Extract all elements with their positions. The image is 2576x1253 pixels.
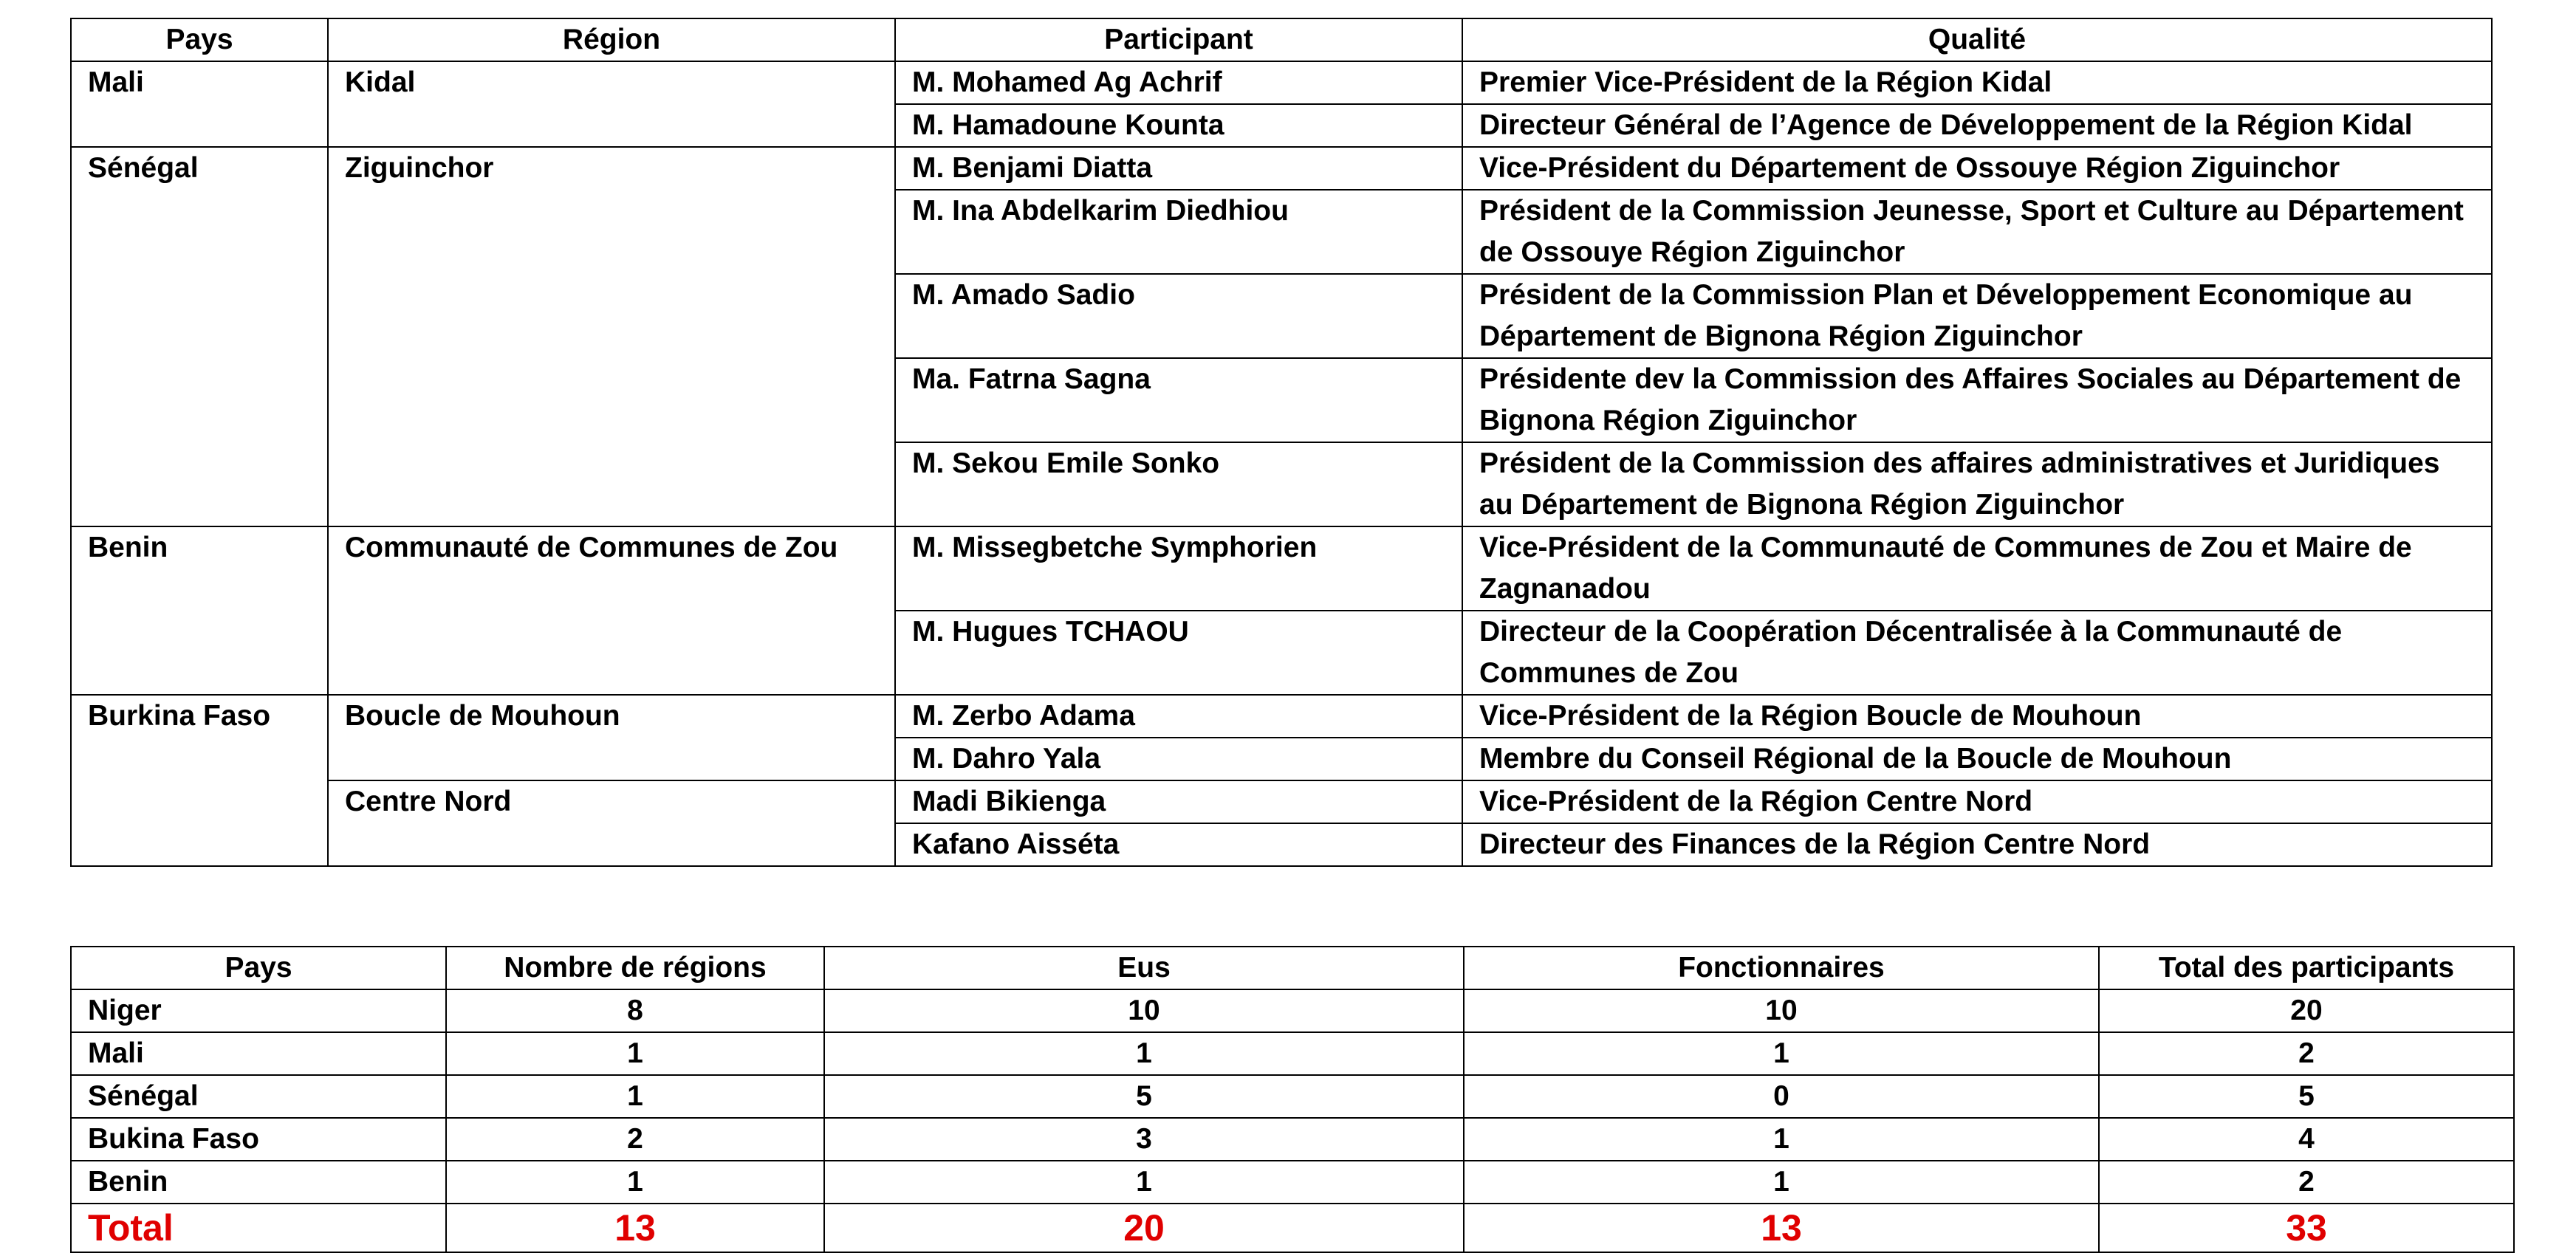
country-cell: Sénégal: [71, 147, 328, 526]
fonctionnaires-cell: 1: [1464, 1032, 2099, 1075]
participant-cell: Kafano Aisséta: [895, 823, 1462, 866]
qualite-cell: Vice-Président de la Communauté de Communes de Zou et Maire de Zagnanadou: [1462, 526, 2492, 611]
total-label: Total: [71, 1204, 446, 1252]
header-qualite: Qualité: [1462, 18, 2492, 61]
summary-table: [70, 946, 2515, 1253]
region-cell: Kidal: [328, 61, 895, 147]
fonctionnaires-cell: 0: [1464, 1075, 2099, 1118]
fonctionnaires-cell: 10: [1464, 989, 2099, 1032]
eus-cell: 5: [824, 1075, 1464, 1118]
pays-cell: Sénégal: [71, 1075, 446, 1118]
country-cell: Mali: [71, 61, 328, 147]
participant-cell: Madi Bikienga: [895, 780, 1462, 823]
table-row: [71, 989, 2514, 1032]
pays-cell: Benin: [71, 1161, 446, 1204]
pays-cell: Niger: [71, 989, 446, 1032]
regions-cell: 1: [446, 1161, 824, 1204]
fonctionnaires-cell: 1: [1464, 1118, 2099, 1161]
regions-cell: 1: [446, 1032, 824, 1075]
table-row: [71, 147, 2492, 190]
table-row: [71, 61, 2492, 104]
country-cell: Benin: [71, 526, 328, 695]
eus-cell: 1: [824, 1032, 1464, 1075]
summary-header-row: [71, 947, 2514, 989]
total-cell: 4: [2099, 1118, 2514, 1161]
qualite-cell: Vice-Président de la Région Centre Nord: [1462, 780, 2492, 823]
participant-cell: M. Dahro Yala: [895, 738, 1462, 780]
fonctionnaires-cell: 1: [1464, 1161, 2099, 1204]
region-cell: Boucle de Mouhoun: [328, 695, 895, 780]
table-row: [71, 780, 2492, 823]
regions-cell: 2: [446, 1118, 824, 1161]
table-row: [71, 1161, 2514, 1204]
total-participants: 33: [2099, 1204, 2514, 1252]
table-row: [71, 695, 2492, 738]
total-row: [71, 1204, 2514, 1252]
participant-cell: M. Missegbetche Symphorien: [895, 526, 1462, 611]
header-participant: Participant: [895, 18, 1462, 61]
table-row: [71, 526, 2492, 611]
participant-cell: M. Hugues TCHAOU: [895, 611, 1462, 695]
total-fonctionnaires: 13: [1464, 1204, 2099, 1252]
region-cell: Ziguinchor: [328, 147, 895, 526]
eus-cell: 3: [824, 1118, 1464, 1161]
header-fonctionnaires: Fonctionnaires: [1464, 947, 2099, 989]
table-row: [71, 1032, 2514, 1075]
participants-header-row: [71, 18, 2492, 61]
qualite-cell: Directeur des Finances de la Région Centre Nord: [1462, 823, 2492, 866]
table-row: [71, 1075, 2514, 1118]
country-cell: Burkina Faso: [71, 695, 328, 866]
qualite-cell: Directeur de la Coopération Décentralisée à la Communauté de Communes de Zou: [1462, 611, 2492, 695]
total-regions: 13: [446, 1204, 824, 1252]
qualite-cell: Premier Vice-Président de la Région Kidal: [1462, 61, 2492, 104]
total-cell: 5: [2099, 1075, 2514, 1118]
header-nombre-regions: Nombre de régions: [446, 947, 824, 989]
qualite-cell: Membre du Conseil Régional de la Boucle de Mouhoun: [1462, 738, 2492, 780]
participant-cell: M. Sekou Emile Sonko: [895, 442, 1462, 526]
qualite-cell: Président de la Commission des affaires administratives et Juridiques au Département de Bignona Région Ziguinchor: [1462, 442, 2492, 526]
qualite-cell: Président de la Commission Plan et Développement Economique au Département de Bignona Région Ziguinchor: [1462, 274, 2492, 358]
total-cell: 2: [2099, 1032, 2514, 1075]
qualite-cell: Présidente dev la Commission des Affaires Sociales au Département de Bignona Région Ziguinchor: [1462, 358, 2492, 442]
participant-cell: M. Ina Abdelkarim Diedhiou: [895, 190, 1462, 274]
participant-cell: M. Amado Sadio: [895, 274, 1462, 358]
regions-cell: 8: [446, 989, 824, 1032]
participants-table: [70, 18, 2493, 867]
qualite-cell: Président de la Commission Jeunesse, Sport et Culture au Département de Ossouye Région Ziguinchor: [1462, 190, 2492, 274]
participant-cell: M. Hamadoune Kounta: [895, 104, 1462, 147]
qualite-cell: Vice-Président de la Région Boucle de Mouhoun: [1462, 695, 2492, 738]
regions-cell: 1: [446, 1075, 824, 1118]
total-eus: 20: [824, 1204, 1464, 1252]
total-cell: 20: [2099, 989, 2514, 1032]
table-row: [71, 1118, 2514, 1161]
header-total-participants: Total des participants: [2099, 947, 2514, 989]
header-eus: Eus: [824, 947, 1464, 989]
region-cell: Centre Nord: [328, 780, 895, 866]
qualite-cell: Directeur Général de l’Agence de Développement de la Région Kidal: [1462, 104, 2492, 147]
qualite-cell: Vice-Président du Département de Ossouye Région Ziguinchor: [1462, 147, 2492, 190]
pays-cell: Mali: [71, 1032, 446, 1075]
header-pays: Pays: [71, 947, 446, 989]
pays-cell: Bukina Faso: [71, 1118, 446, 1161]
header-pays: Pays: [71, 18, 328, 61]
participant-cell: M. Benjami Diatta: [895, 147, 1462, 190]
region-cell: Communauté de Communes de Zou: [328, 526, 895, 695]
eus-cell: 10: [824, 989, 1464, 1032]
participant-cell: M. Zerbo Adama: [895, 695, 1462, 738]
header-region: Région: [328, 18, 895, 61]
participant-cell: Ma. Fatrna Sagna: [895, 358, 1462, 442]
participant-cell: M. Mohamed Ag Achrif: [895, 61, 1462, 104]
eus-cell: 1: [824, 1161, 1464, 1204]
total-cell: 2: [2099, 1161, 2514, 1204]
